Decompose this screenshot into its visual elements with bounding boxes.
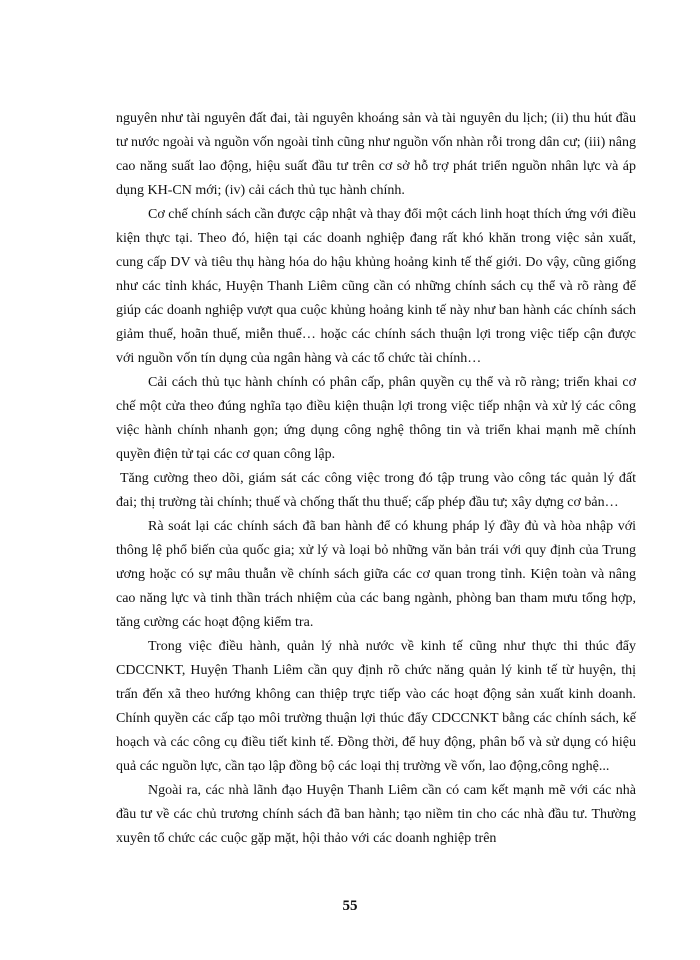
paragraph-1: nguyên như tài nguyên đất đai, tài nguyên khoáng sản và tài nguyên du lịch; (ii) thu hút đầu tư nước ngoài và nguồn vốn ngoài tỉnh cũng như nguồn vốn nhàn rỗi trong dân cư; (iii) nâng cao năng suất lao động, hiệu suất đầu tư trên cơ sở hỗ trợ phát triển nguồn nhân lực và áp dụng KH-CN mới; (iv) cải cách thủ tục hành chính.: [116, 111, 636, 198]
page-number: 55: [342, 898, 358, 914]
paragraph-6: Trong việc điều hành, quản lý nhà nước về kinh tế cũng như thực thi thúc đẩy CDCCNKT, Huyện Thanh Liêm cần quy định rõ chức năng quản lý kinh tế từ huyện, thị trấn đến xã theo hướng không can thiệp trực tiếp vào các hoạt động sản xuất kinh doanh. Chính quyền các cấp tạo môi trường thuận lợi thúc đẩy CDCCNKT bằng các chính sách, kế hoạch và các công cụ điều tiết kinh tế. Đồng thời, để huy động, phân bổ và sử dụng có hiệu quả các nguồn lực, cần tạo lập đồng bộ các loại thị trường về vốn, lao động,công nghệ...: [116, 639, 636, 774]
paragraph-2: Cơ chế chính sách cần được cập nhật và thay đổi một cách linh hoạt thích ứng với điều kiện thực tại. Theo đó, hiện tại các doanh nghiệp đang rất khó khăn trong việc sản xuất, cung cấp DV và tiêu thụ hàng hóa do hậu khủng hoảng kinh tế thế giới. Do vậy, cũng giống như các tỉnh khác, Huyện Thanh Liêm cũng cần có những chính sách cụ thể và rõ ràng để giúp các doanh nghiệp vượt qua cuộc khủng hoảng kinh tế này như ban hành các chính sách giảm thuế, hoãn thuế, miễn thuế… hoặc các chính sách thuận lợi trong việc tiếp cận được với nguồn vốn tín dụng của ngân hàng và các tổ chức tài chính…: [116, 207, 636, 366]
paragraph-5: Rà soát lại các chính sách đã ban hành để có khung pháp lý đầy đủ và hòa nhập với thông lệ phổ biến của quốc gia; xử lý và loại bỏ những văn bản trái với quy định của Trung ương hoặc có sự mâu thuẫn về chính sách giữa các cơ quan trong tỉnh. Kiện toàn và nâng cao năng lực và tinh thần trách nhiệm của các bang ngành, phòng ban tham mưu tổng hợp, tăng cường các hoạt động kiểm tra.: [116, 519, 636, 630]
paragraph-3: Cải cách thủ tục hành chính có phân cấp, phân quyền cụ thể và rõ ràng; triển khai cơ chế một cửa theo đúng nghĩa tạo điều kiện thuận lợi trong việc tiếp nhận và xử lý các công việc hành chính nhanh gọn; ứng dụng công nghệ thông tin và triển khai mạnh mẽ chính quyền điện tử tại các cơ quan công lập.: [116, 375, 636, 462]
paragraph-4: Tăng cường theo dõi, giám sát các công việc trong đó tập trung vào công tác quản lý đất đai; thị trường tài chính; thuế và chống thất thu thuế; cấp phép đầu tư; xây dựng cơ bản…: [116, 471, 636, 510]
paragraph-7: Ngoài ra, các nhà lãnh đạo Huyện Thanh Liêm cần có cam kết mạnh mẽ với các nhà đầu tư về các chủ trương chính sách đã ban hành; tạo niềm tin cho các nhà đầu tư. Thường xuyên tổ chức các cuộc gặp mặt, hội thảo với các doanh nghiệp trên: [116, 783, 636, 846]
document-body: [116, 107, 636, 851]
